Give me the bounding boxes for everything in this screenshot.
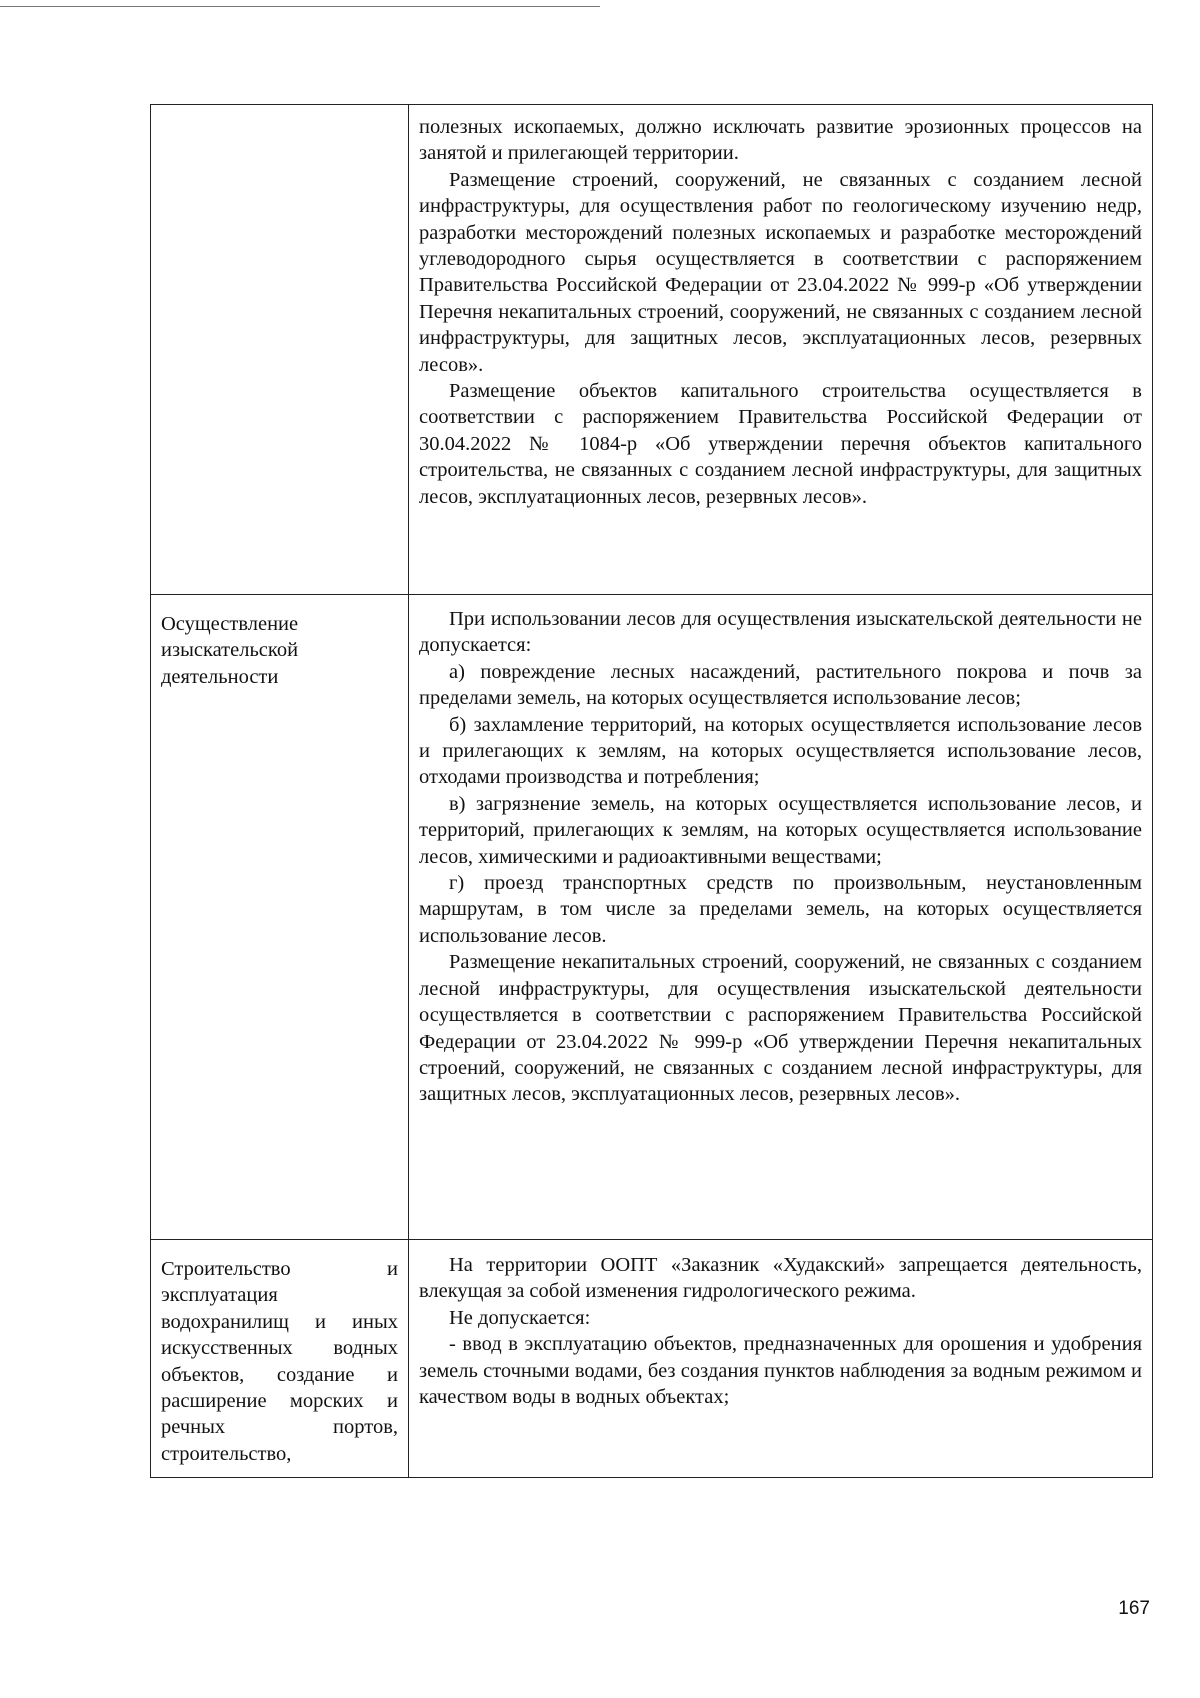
requirement-paragraph: б) захламление территорий, на которых осуществляется использование лесов и прилегающих к землям, на которых осуществляется использование лесов, отходами производства и потребления; <box>419 713 1142 789</box>
requirements-cell <box>409 1240 1153 1478</box>
requirements-cell <box>409 595 1153 1240</box>
table-row <box>151 105 1153 595</box>
requirement-paragraph: При использовании лесов для осуществления изыскательской деятельности не допускается: <box>419 608 1142 657</box>
activity-cell <box>151 105 409 595</box>
requirement-paragraph: Не допускается: <box>449 1306 591 1329</box>
activity-cell: Осуществление изыскательской деятельности <box>151 595 409 1240</box>
regulations-table <box>150 104 1153 1478</box>
requirement-paragraph: На территории ООПТ «Заказник «Худакский» запрещается деятельность, влекущая за собой изменения гидрологического режима. <box>419 1254 1142 1303</box>
page-number: 167 <box>1118 1598 1150 1619</box>
table-row <box>151 1240 1153 1478</box>
table-row <box>151 595 1153 1240</box>
requirement-paragraph: Размещение некапитальных строений, сооружений, не связанных с созданием лесной инфраструктуры, для осуществления изыскательской деятельности осуществляется в соответствии с распоряжением Правительства Российской Федерации от 23.04.2022 № 999-р «Об утверждении Перечня некапитальных строений, сооружений, не связанных с созданием лесной инфраструктуры, для защитных лесов, эксплуатационных лесов, резервных лесов». <box>419 951 1142 1106</box>
requirement-paragraph: в) загрязнение земель, на которых осуществляется использование лесов, и территорий, прилегающих к землям, на которых осуществляется использование лесов, химическими и радиоактивными веществами; <box>419 792 1142 868</box>
requirement-paragraph: Размещение строений, сооружений, не связанных с созданием лесной инфраструктуры, для осуществления работ по геологическому изучению недр, разработки месторождений полезных ископаемых и разработке месторождений углеводородного сырья осуществляется в соответствии с распоряжением Правительства Российской Федерации от 23.04.2022 № 999-р «Об утверждении Перечня некапитальных строений, сооружений, не связанных с созданием лесной инфраструктуры, для защитных лесов, эксплуатационных лесов, резервных лесов». <box>419 168 1142 376</box>
requirement-paragraph: Размещение объектов капитального строительства осуществляется в соответствии с распоряжением Правительства Российской Федерации от 30.04.2022 № 1084-р «Об утверждении перечня объектов капитального строительства, не связанных с созданием лесной инфраструктуры, для защитных лесов, эксплуатационных лесов, резервных лесов». <box>419 380 1142 508</box>
requirement-paragraph: - ввод в эксплуатацию объектов, предназначенных для орошения и удобрения земель сточными водами, без создания пунктов наблюдения за водным режимом и качеством воды в водных объектах; <box>419 1333 1142 1409</box>
top-edge-line <box>0 6 600 7</box>
activity-cell: Строительство и эксплуатация водохранилищ и иных искусственных водных объектов, создание и расширение морских и речных портов, строительство, <box>151 1240 409 1478</box>
requirement-paragraph: а) повреждение лесных насаждений, растительного покрова и почв за пределами земель, на которых осуществляется использование лесов; <box>419 660 1142 710</box>
requirements-cell <box>409 105 1153 595</box>
requirement-paragraph: г) проезд транспортных средств по произвольным, неустановленным маршрутам, в том числе за пределами земель, на которых осуществляется использование лесов. <box>419 872 1142 947</box>
requirement-paragraph: полезных ископаемых, должно исключать развитие эрозионных процессов на занятой и прилегающей территории. <box>419 116 1142 165</box>
